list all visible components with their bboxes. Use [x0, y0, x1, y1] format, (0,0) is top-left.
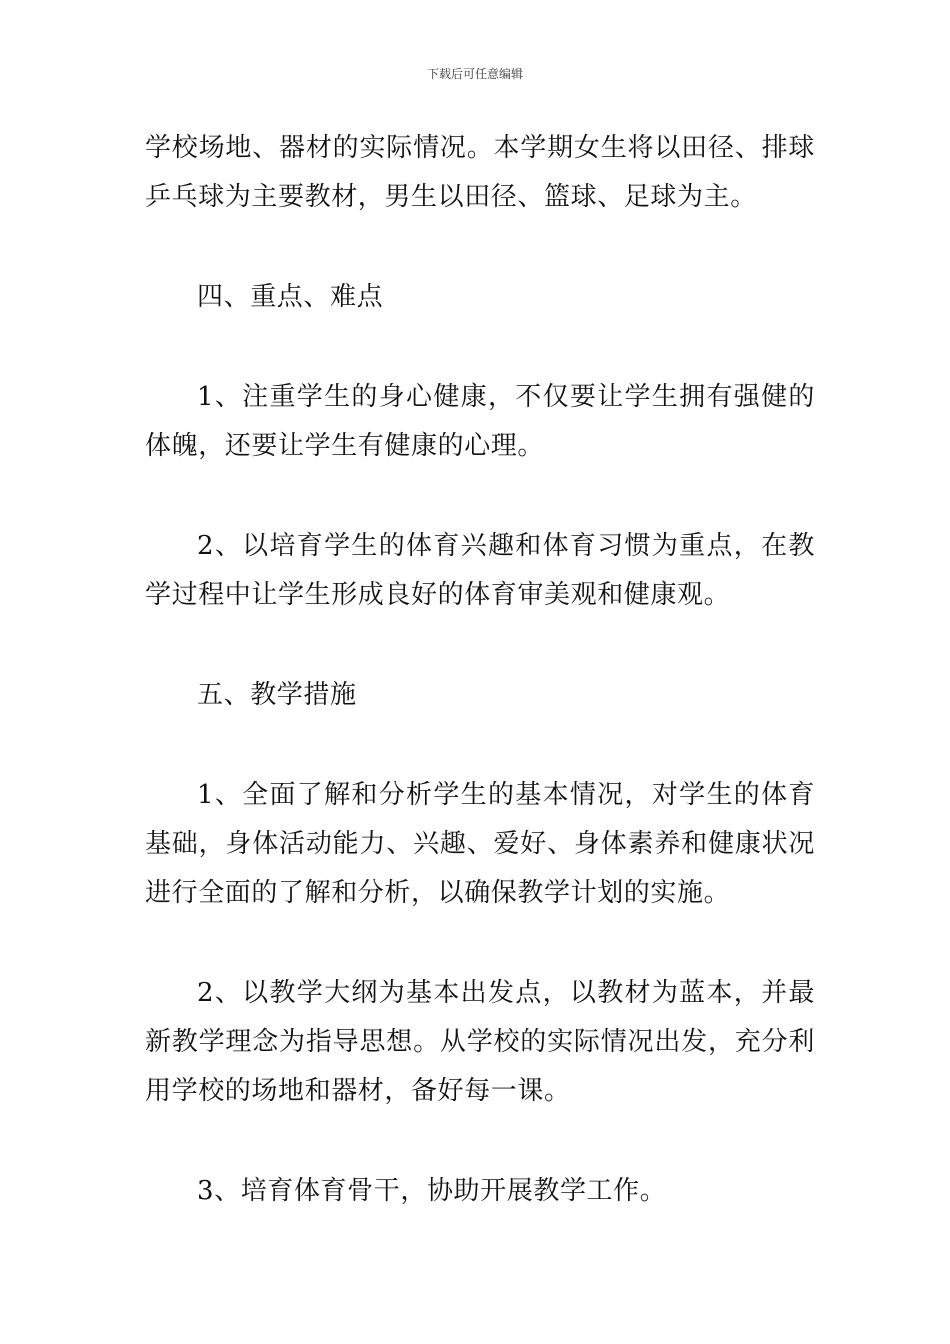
section-heading-key-points: 四、重点、难点: [197, 282, 384, 312]
paragraph-measure-1: 1、全面了解和分析学生的基本情况，对学生的体育基础，身体活动能力、兴趣、爱好、身体素养和健康状况进行全面的了解和分析，以确保教学计划的实施。: [145, 780, 815, 908]
paragraph-key-point-2: 2、以培育学生的体育兴趣和体育习惯为重点，在教学过程中让学生形成良好的体育审美观和健康观。: [145, 531, 815, 610]
paragraph-continuation: 学校场地、器材的实际情况。本学期女生将以田径、排球乒乓球为主要教材，男生以田径、篮球、足球为主。: [145, 133, 815, 212]
page-header-note: 下载后可任意编辑: [426, 67, 523, 81]
document-body: [145, 124, 815, 1216]
section-heading-teaching-measures: 五、教学措施: [197, 680, 357, 710]
paragraph-measure-2: 2、以教学大纲为基本出发点，以教材为蓝本，并最新教学理念为指导思想。从学校的实际情况出发，充分利用学校的场地和器材，备好每一课。: [145, 978, 815, 1106]
paragraph-measure-3: 3、培育体育骨干，协助开展教学工作。: [197, 1176, 667, 1206]
paragraph-key-point-1: 1、注重学生的身心健康，不仅要让学生拥有强健的体魄，还要让学生有健康的心理。: [145, 382, 815, 461]
